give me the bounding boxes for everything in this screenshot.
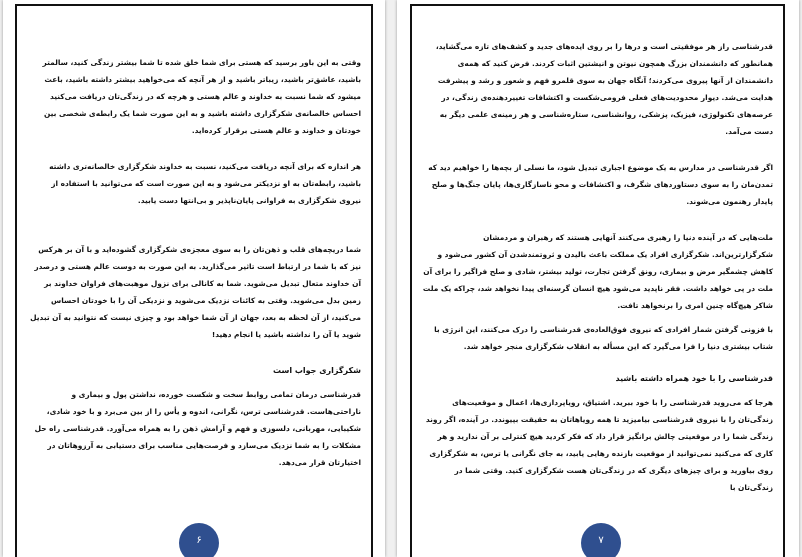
paragraph: اگر قدرشناسی در مدارس به یک موضوع اجباری تبدیل شود، ما نسلی از بچه‌ها را خواهیم دید که تمدن‌مان را به سوی دستاوردهای شگرف، و اکتشافات و محو ناسازگاری‌ها، پایان جنگ‌ها و صلح پایدار رهنمون می‌شوند. — [428, 163, 773, 206]
paragraph: ملت‌هایی که در آینده دنیا را رهبری می‌کنند آنهایی هستند که رهبران و مردمشان شکرگزارترین‌اند. شکرگزاری افراد یک مملکت باعث بالیدن و ثروتمندشدن آن کشور می‌شود و کاهش چشمگیر مرض و بیماری، رونق گرفتن تجارت، تولید بیشتر، شادی و صلح فراگیر را برای آن ملت در پی خواهد داشت. فقر ناپدید می‌شود هیچ انسان گرسنه‌ای پیدا نخواهد شد، چراکه یک ملت شاکر هیچ‌گاه چنین امری را برنخواهد تافت. — [422, 233, 773, 310]
page-number-badge: ۷ — [581, 523, 621, 557]
paragraph: شما دریچه‌های قلب و ذهن‌تان را به سوی معجزه‌ی شکرگزاری گشوده‌اید و با آن بر هرکس نیز که با شما در ارتباط است تاثیر می‌گذارید. به این صورت به دوست عالم هستی و درصدر آن خداوند متعال تبدیل می‌شوید. شما به کانالی برای نزول موهبت‌های فراوان خداوند بر زمین بدل می‌شوید. وقتی به کائنات نزدیک می‌شوید و نزدیکی آن را با خودتان احساس می‌کنید، از آن لحظه به بعد، جهان از آن شما خواهد بود و چیزی نیست که نتوانید به آن تبدیل شوید یا آن را نداشته باشید یا انجام دهید! — [30, 245, 361, 339]
page-number-badge: ۶ — [179, 523, 219, 557]
paragraph: با فزونی گرفتن شمار افرادی که نیروی فوق‌العاده‌ی قدرشناسی را درک می‌کنند، این انرژی با شتاب بیشتری دنیا را فرا می‌گیرد که این مسأله به انقلاب شکرگزاری منجر خواهد شد. — [434, 325, 773, 351]
paragraph: هر اندازه که برای آنچه دریافت می‌کنید، نسبت به خداوند شکرگزاری خالصانه‌تری داشته باشید، رابطه‌تان به او نزدیکتر می‌شود و به این صورت است که می‌توانید با استفاده از نیروی شکرگزاری به فراوانی پایان‌ناپذیر و بی‌انتها دست یابید. — [49, 162, 361, 205]
paragraph: قدرشناسی راز هر موفقیتی است و درها را بر روی ایده‌های جدید و کشف‌های تازه می‌گشاید، همانطور که دانشمندان بزرگ همچون نیوتن و انیشتین اثبات کردند. فرض کنید که همه‌ی دانشمندان از آنها پیروی می‌کردند؛ آنگاه جهان به سوی قلمرو فهم و شعور و رشد و پیشرفت هدایت می‌شد. دیوار محدودیت‌های فعلی فرومی‌شکست و اکتشافات تغییردهنده‌ی زندگی، در عرصه‌های تکنولوژی، فیزیک، پزشکی، روانشناسی، ستاره‌شناسی و هر زمینه‌ی علمی دیگر به دست می‌آمد. — [435, 42, 773, 136]
document-page-right — [397, 0, 799, 557]
section-heading: قدرشناسی را با خود همراه داشته باشید — [615, 374, 773, 383]
page-content — [421, 38, 773, 496]
paragraph: قدرشناسی درمان تمامی روابط سخت و شکست خورده، نداشتن پول و بیماری و ناراحتی‌هاست. قدرشناسی ترس، نگرانی، اندوه و یأس را از بین می‌برد و با خود شادی، شکیبایی، مهربانی، دلسوزی و فهم و آرامش ذهن را به همراه می‌آورد. قدرشناسی راه حل مشکلات را به شما نزدیک می‌سازد و فرصت‌هایی مناسب برای دستیابی به آرزوهاتان در اختیارتان قرار می‌دهد. — [34, 390, 361, 467]
paragraph: وقتی به این باور برسید که هستی برای شما خلق شده تا شما بیشتر زندگی کنید، سالمتر باشید، عاشق‌تر باشید، زیباتر باشید و از هر آنچه که می‌خواهید بیشتر داشته باشید، باعث میشود که شما نسبت به خداوند و عالم هستی و هرچه که در زندگی‌تان دریافت می‌کنید احساس خالصانه‌ی شکرگزاری داشته باشید و به این صورت شما یک رابطه‌ی شخصی بین خودتان و خداوند و عالم هستی برقرار کرده‌اید. — [42, 58, 361, 135]
paragraph: هرجا که می‌روید قدرشناسی را با خود ببرید. اشتیاق، رویاپردازی‌ها، اعمال و موقعیت‌های زندگی‌تان را با نیروی قدرشناسی بیامیزید تا همه رویاهاتان به حقیقت بپیوندد. در آینده، اگر روند زندگی شما را در موقعیتی چالش برانگیز قرار داد که فکر کردید هیچ کنترلی بر آن ندارید و هر کاری که می‌کنید نمی‌توانید از موقعیت بازنده رهایی یابید، به جای نگرانی یا ترس، به شکرگزاری روی بیاورید و برای چیزهای دیگری که در زندگی‌تان هست شکرگزاری کنید. وقتی شما در زندگی‌تان با — [425, 398, 773, 492]
page-content — [29, 54, 361, 471]
document-page-left — [3, 0, 385, 557]
section-heading: شکرگزاری جواب است — [272, 366, 361, 375]
